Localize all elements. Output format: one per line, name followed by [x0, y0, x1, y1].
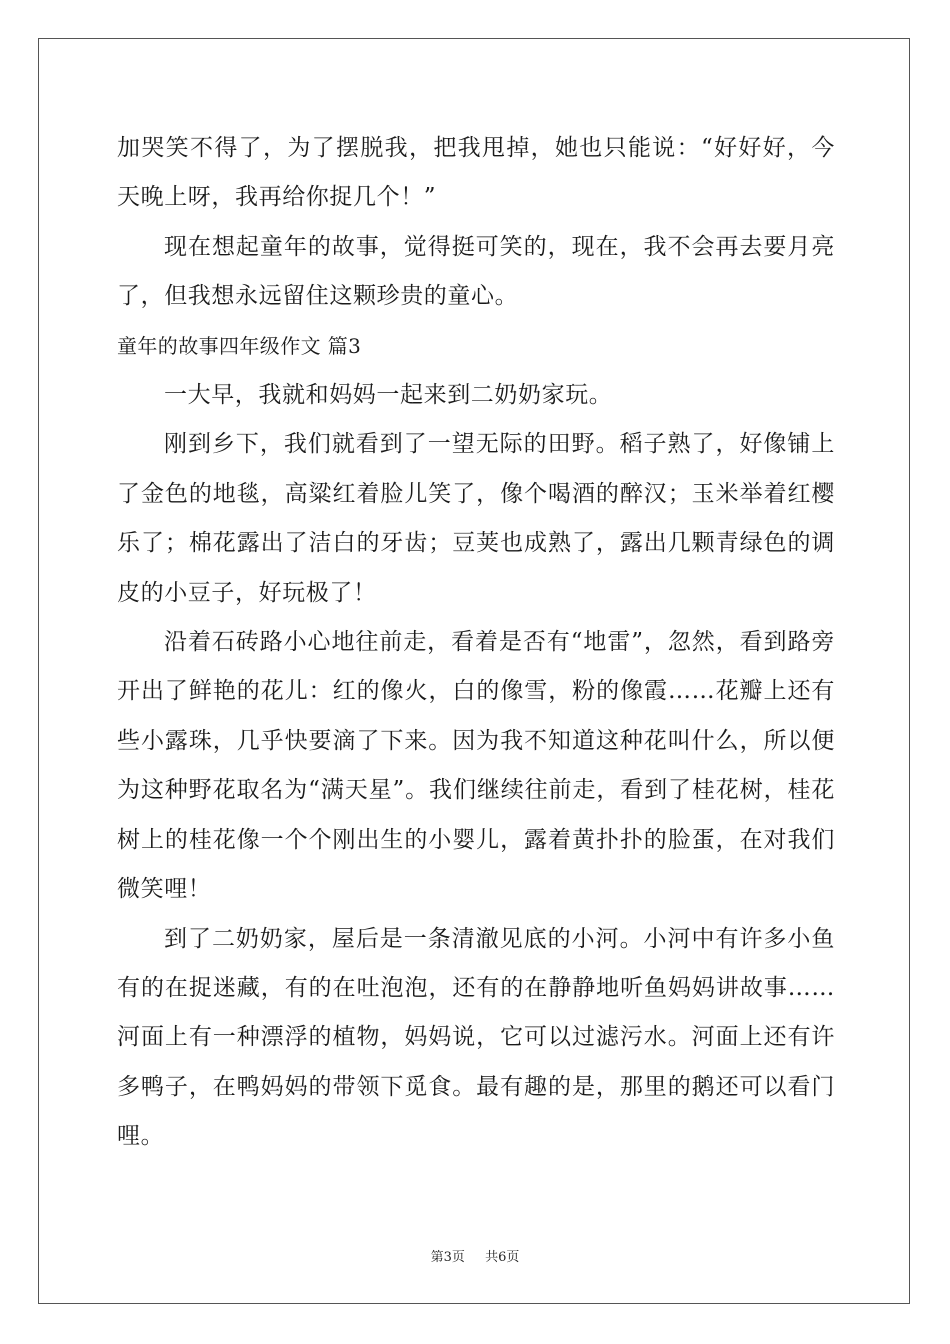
paragraph-6: 到了二奶奶家，屋后是一条清澈见底的小河。小河中有许多小鱼有的在捉迷藏，有的在吐泡泡，还有的在静静地听鱼妈妈讲故事……河面上有一种漂浮的植物，妈妈说，它可以过滤污水。河面上还有许多鸭子，在鸭妈妈的带领下觅食。最有趣的是，那里的鹅还可以看门哩。: [117, 925, 835, 1150]
page-number: 第3页: [430, 1250, 465, 1265]
document-body: [117, 124, 835, 1162]
paragraph-2: 现在想起童年的故事，觉得挺可笑的，现在，我不会再去要月亮了，但我想永远留住这颗珍贵的童心。: [117, 233, 835, 310]
paragraph-1: 加哭笑不得了，为了摆脱我，把我甩掉，她也只能说：“好好好，今天晚上呀，我再给你捉几个！”: [117, 135, 835, 211]
paragraph-5: 沿着石砖路小心地往前走，看着是否有“地雷”，忽然，看到路旁开出了鲜艳的花儿：红的像火，白的像雪，粉的像霞……花瓣上还有些小露珠，几乎快要滴了下来。因为我不知道这种花叫什么，所以便为这种野花取名为“满天星”。我们继续往前走，看到了桂花树，桂花树上的桂花像一个个刚出生的小婴儿，露着黄扑扑的脸蛋，在对我们微笑哩！: [117, 629, 835, 903]
section-heading: 童年的故事四年级作文 篇3: [117, 333, 362, 358]
page-footer: [0, 1246, 950, 1265]
paragraph-4: 刚到乡下，我们就看到了一望无际的田野。稻子熟了，好像铺上了金色的地毯，高粱红着脸儿笑了，像个喝酒的醉汉；玉米举着红樱乐了；棉花露出了洁白的牙齿；豆荚也成熟了，露出几颗青绿色的调皮的小豆子，好玩极了！: [117, 431, 835, 606]
paragraph-3: 一大早，我就和妈妈一起来到二奶奶家玩。: [164, 382, 613, 409]
page-total: 共6页: [485, 1250, 520, 1265]
